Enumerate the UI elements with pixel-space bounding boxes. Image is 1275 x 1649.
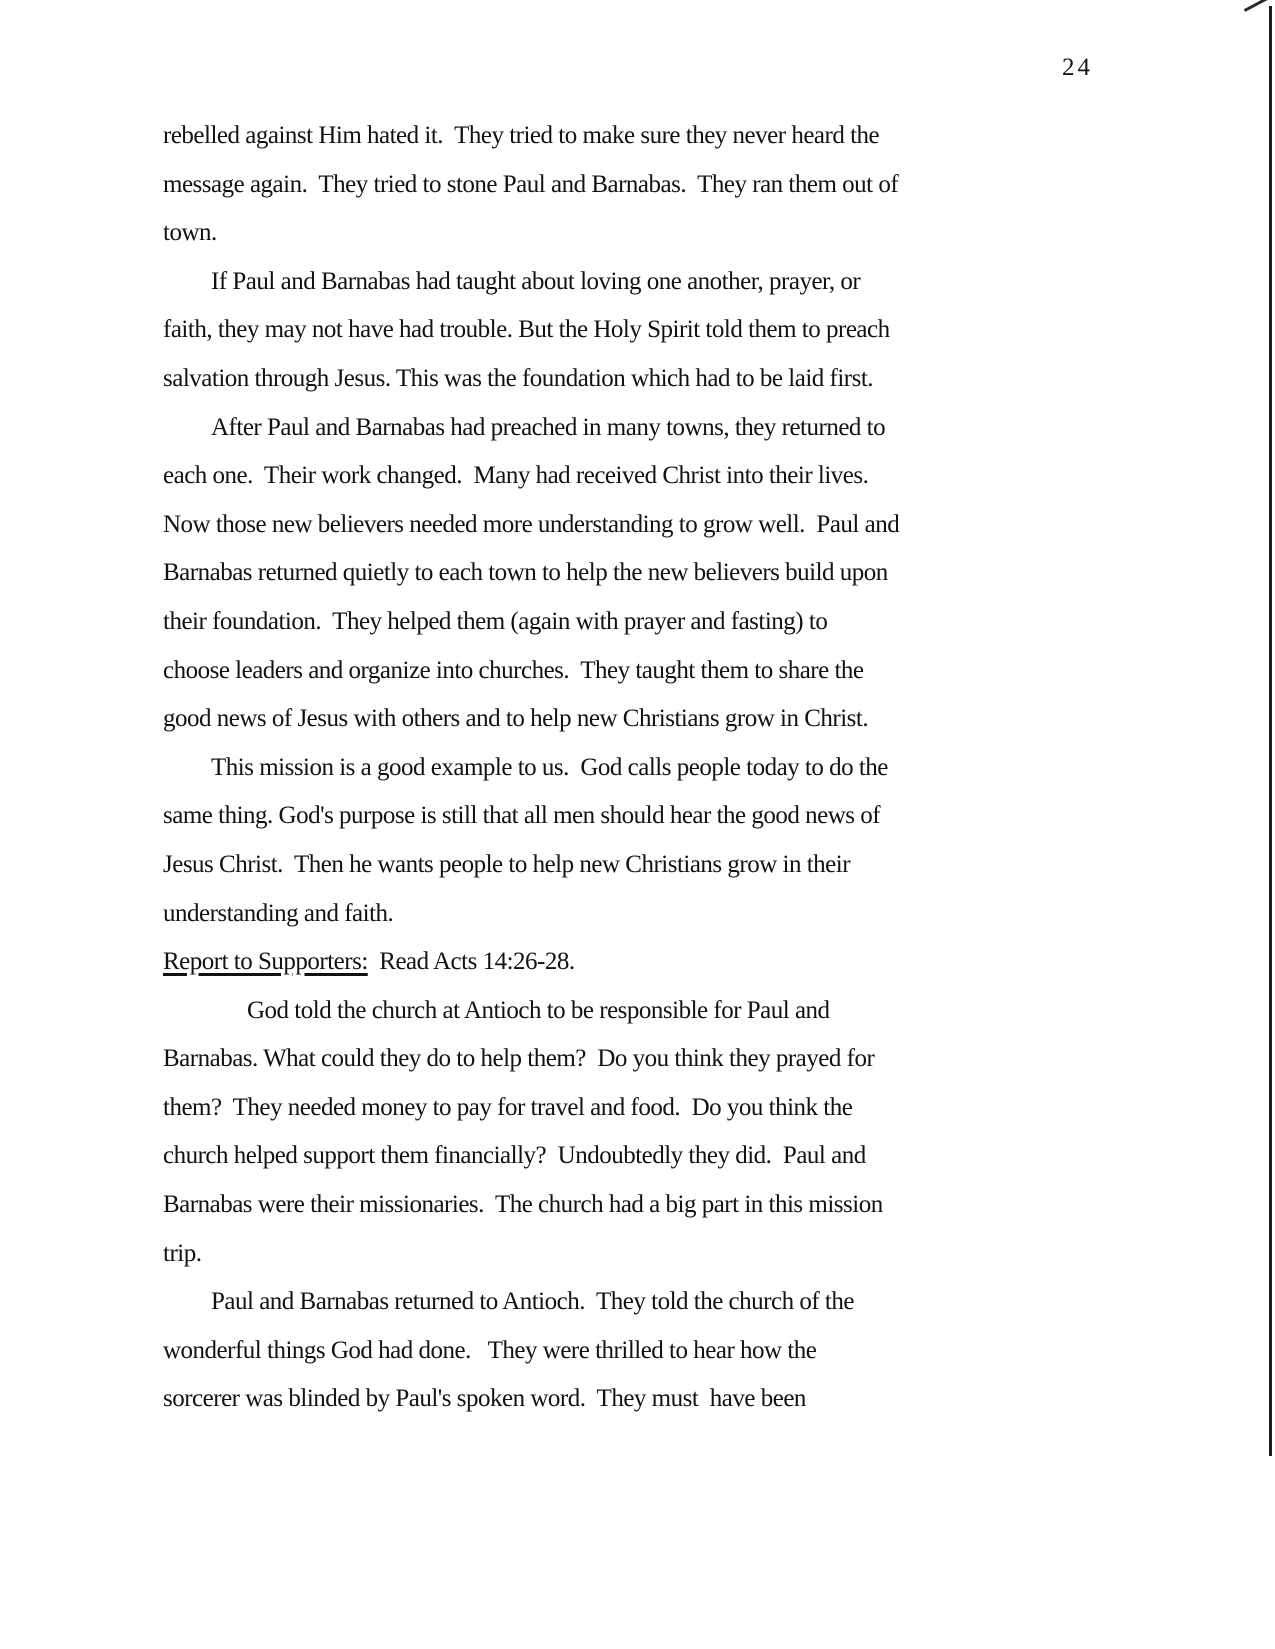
section-heading: [163, 938, 1033, 987]
text-line: choose leaders and organize into churches. They taught them to share the: [163, 656, 864, 684]
text-line: If Paul and Barnabas had taught about loving one another, prayer, or: [211, 267, 861, 295]
text-line: church helped support them financially? Undoubtedly they did. Paul and: [163, 1142, 866, 1170]
text-line: salvation through Jesus. This was the foundation which had to be laid first.: [163, 364, 874, 392]
text-line: Paul and Barnabas returned to Antioch. They told the church of the: [211, 1288, 854, 1316]
text-line: After Paul and Barnabas had preached in many towns, they returned to: [211, 413, 886, 441]
heading-underlined-text: Report to Supporters:: [163, 948, 368, 976]
page-number: 24: [1062, 54, 1093, 81]
heading-reference-text: Read Acts 14:26-28.: [367, 948, 575, 976]
scan-artifact-mark: [1244, 0, 1268, 12]
text-line: sorcerer was blinded by Paul's spoken word. They must have been: [163, 1385, 806, 1413]
text-line: wonderful things God had done. They were thrilled to hear how the: [163, 1336, 817, 1364]
text-line: same thing. God's purpose is still that all men should hear the good news of: [163, 802, 881, 830]
text-line: town.: [163, 219, 217, 247]
text-line: good news of Jesus with others and to help new Christians grow in Christ.: [163, 705, 869, 733]
text-line: each one. Their work changed. Many had received Christ into their lives.: [163, 462, 869, 490]
text-line: rebelled against Him hated it. They tried to make sure they never heard the: [163, 122, 880, 149]
text-line: God told the church at Antioch to be responsible for Paul and: [247, 996, 830, 1024]
text-line: Jesus Christ. Then he wants people to help new Christians grow in their: [163, 850, 851, 878]
text-line: Barnabas were their missionaries. The church had a big part in this mission: [163, 1191, 883, 1219]
text-line: Barnabas. What could they do to help them? Do you think they prayed for: [163, 1045, 875, 1073]
text-line: This mission is a good example to us. God calls people today to do the: [211, 753, 888, 781]
body-text: [163, 112, 1033, 1424]
text-line: Now those new believers needed more understanding to grow well. Paul and: [163, 510, 900, 538]
text-line: Barnabas returned quietly to each town to help the new believers build upon: [163, 559, 888, 587]
text-line: faith, they may not have had trouble. But the Holy Spirit told them to preach: [163, 316, 890, 344]
text-line: understanding and faith.: [163, 899, 394, 927]
scan-artifact-line: [1269, 6, 1272, 1456]
text-line: trip.: [163, 1239, 202, 1267]
text-line: message again. They tried to stone Paul and Barnabas. They ran them out of: [163, 170, 899, 198]
text-line: their foundation. They helped them (again with prayer and fasting) to: [163, 607, 828, 635]
text-line: them? They needed money to pay for travel and food. Do you think the: [163, 1093, 853, 1121]
